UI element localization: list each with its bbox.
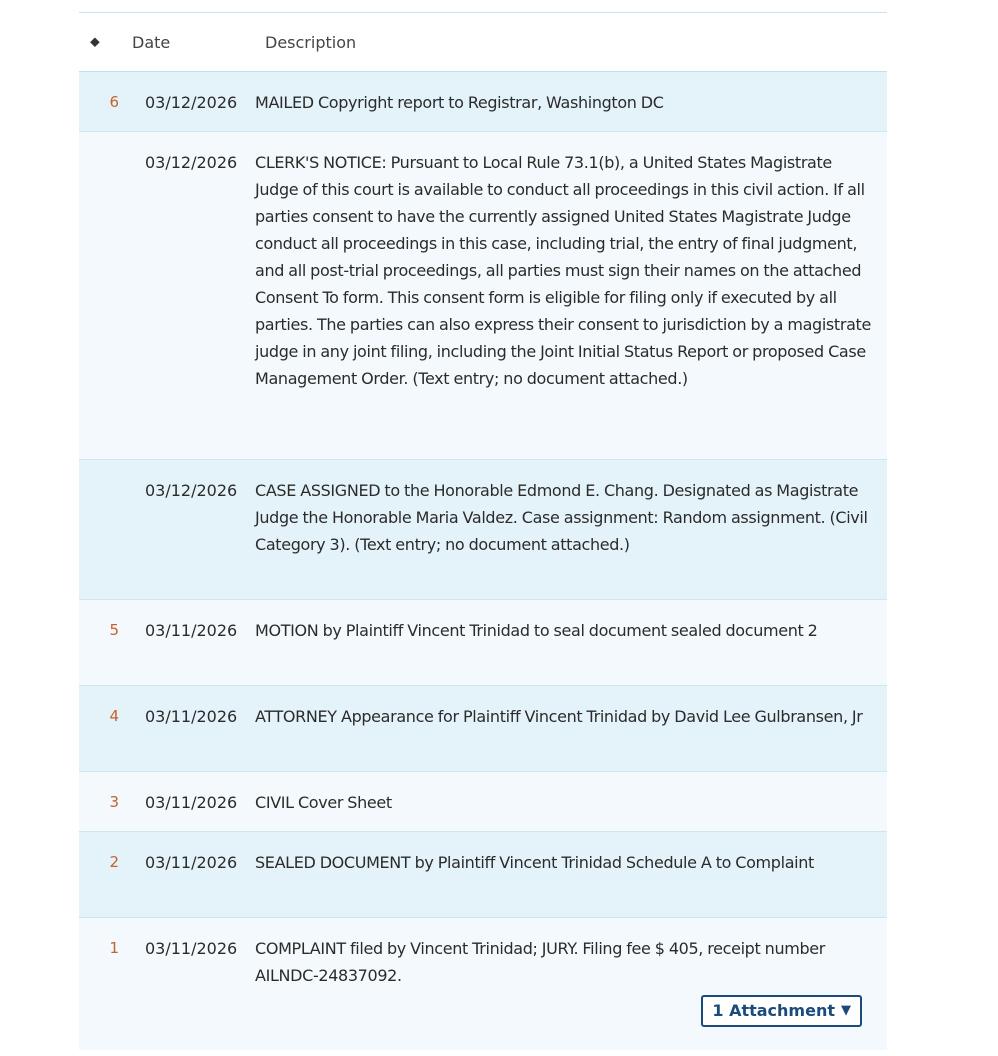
entry-description: ATTORNEY Appearance for Plaintiff Vincent Trinidad by David Lee Gulbransen, Jr: [255, 707, 863, 726]
date-column-header[interactable]: Date: [132, 32, 171, 52]
table-row: [79, 132, 887, 460]
docket-table-header: [79, 13, 887, 72]
entry-description: MAILED Copyright report to Registrar, Washington DC: [255, 93, 664, 112]
entry-date: 03/11/2026: [145, 793, 238, 812]
caret-down-icon: ▼: [841, 1003, 851, 1018]
table-row: [79, 72, 887, 132]
table-row: [79, 918, 887, 1050]
description-column-header: Description: [265, 32, 357, 52]
docket-table: [79, 12, 887, 1050]
table-row: [79, 832, 887, 918]
sort-arrow-icon[interactable]: ⬥: [90, 34, 100, 50]
entry-description-text: COMPLAINT filed by Vincent Trinidad; JURY. Filing fee $ 405, receipt number AILNDC-24837092.: [255, 939, 825, 985]
entry-description: MOTION by Plaintiff Vincent Trinidad to seal document sealed document 2: [255, 621, 818, 640]
entry-date: 03/11/2026: [145, 853, 238, 872]
entry-description: CIVIL Cover Sheet: [255, 793, 392, 812]
entry-number: 4: [109, 707, 119, 725]
attachment-dropdown-button[interactable]: [701, 995, 862, 1027]
entry-date: 03/12/2026: [145, 93, 238, 112]
table-row: [79, 686, 887, 772]
entry-number: 3: [109, 793, 119, 811]
entry-number: 5: [109, 621, 119, 639]
entry-date: 03/11/2026: [145, 621, 238, 640]
table-row: [79, 772, 887, 832]
entry-number: 1: [109, 939, 119, 957]
entry-date: 03/12/2026: [145, 481, 238, 500]
table-row: [79, 600, 887, 686]
entry-description: CASE ASSIGNED to the Honorable Edmond E. Chang. Designated as Magistrate Judge the Honorable Maria Valdez. Case assignment: Random assignment. (Civil Category 3). (Text entry; no document attached.): [255, 481, 868, 554]
entry-description: [255, 935, 877, 1027]
attachment-wrap: [255, 989, 877, 1027]
table-row: [79, 460, 887, 600]
attachment-label: 1 Attachment: [712, 1001, 835, 1020]
entry-description: SEALED DOCUMENT by Plaintiff Vincent Trinidad Schedule A to Complaint: [255, 853, 814, 872]
entry-number: 2: [109, 853, 119, 871]
entry-number: 6: [109, 93, 119, 111]
entry-date: 03/12/2026: [145, 153, 238, 172]
entry-date: 03/11/2026: [145, 939, 238, 958]
entry-date: 03/11/2026: [145, 707, 238, 726]
entry-description: CLERK'S NOTICE: Pursuant to Local Rule 73.1(b), a United States Magistrate Judge of this court is available to conduct all proceedings in this civil action. If all parties consent to have the currently assigned United States Magistrate Judge conduct all proceedings in this case, including trial, the entry of final judgment, and all post-trial proceedings, all parties must sign their names on the attached Consent To form. This consent form is eligible for filing only if executed by all parties. The parties can also express their consent to jurisdiction by a magistrate judge in any joint filing, including the Joint Initial Status Report or proposed Case Management Order. (Text entry; no document attached.): [255, 153, 871, 388]
